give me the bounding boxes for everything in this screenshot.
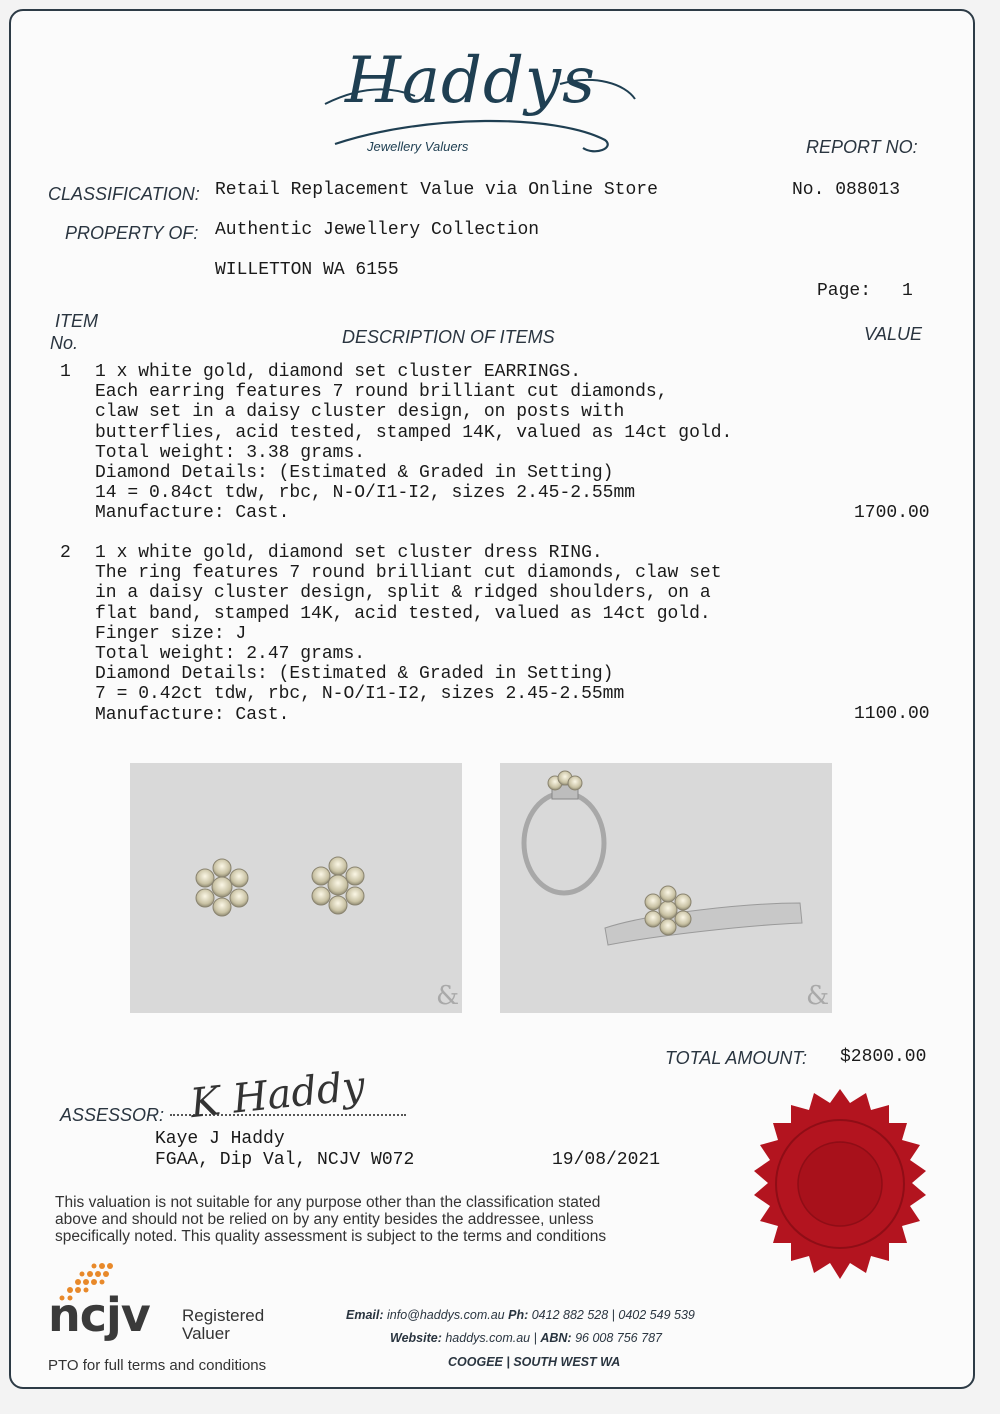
- description-line: Manufacture: Cast.: [95, 704, 290, 725]
- ncjv-wordmark: ncjv: [48, 1288, 150, 1342]
- description-line: 1 x white gold, diamond set cluster dress RING.: [95, 543, 603, 563]
- logo-tagline: Jewellery Valuers: [367, 139, 469, 154]
- description-column-header: DESCRIPTION OF ITEMS: [342, 327, 555, 347]
- item-value: 1100.00: [854, 704, 930, 724]
- description-line: 14 = 0.84ct tdw, rbc, N-O/I1-I2, sizes 2.45-2.55mm: [95, 483, 636, 504]
- description-line: Total weight: 3.38 grams.: [95, 442, 366, 463]
- item-column-header: ITEM: [55, 311, 98, 331]
- description-line: Total weight: 2.47 grams.: [95, 644, 366, 665]
- description-line: Each earring features 7 round brilliant cut diamonds,: [95, 382, 668, 403]
- contact-email-phone: [346, 1308, 695, 1322]
- classification-value: Retail Replacement Value via Online Store: [215, 180, 658, 200]
- assessor-signature: K Haddy: [188, 1062, 368, 1128]
- disclaimer: [55, 1194, 606, 1245]
- assessor-credentials: FGAA, Dip Val, NCJV W072: [155, 1150, 415, 1170]
- valuation-date: 19/08/2021: [552, 1150, 661, 1170]
- description-line: Manufacture: Cast.: [95, 503, 290, 524]
- item-no-header: No.: [50, 333, 79, 353]
- item-description: [95, 362, 732, 524]
- email-link[interactable]: info@haddys.com.au: [387, 1308, 505, 1322]
- description-line: Finger size: J: [95, 623, 247, 644]
- seal-icon: [740, 1085, 940, 1285]
- wax-seal: [740, 1085, 940, 1285]
- email-label: Email:: [346, 1308, 384, 1322]
- logo-wordmark: Haddys: [345, 44, 596, 118]
- description-line: claw set in a daisy cluster design, on posts with: [95, 402, 625, 423]
- photo-watermark: &: [436, 981, 460, 1011]
- ring-icon: [524, 771, 604, 893]
- item-number: 1: [60, 362, 71, 382]
- ring-photo: [500, 763, 832, 1013]
- description-line: The ring features 7 round brilliant cut diamonds, claw set: [95, 563, 722, 584]
- abn-number: 96 008 756 787: [575, 1331, 662, 1345]
- report-no-label: REPORT NO:: [806, 137, 918, 157]
- assessor-label: ASSESSOR:: [60, 1105, 165, 1125]
- abn-label: ABN:: [540, 1331, 572, 1345]
- contact-location: COOGEE | SOUTH WEST WA: [448, 1355, 621, 1369]
- ncjv-registered-valuer: [182, 1307, 264, 1343]
- pto-note: PTO for full terms and conditions: [48, 1357, 267, 1374]
- disclaimer-line: This valuation is not suitable for any purpose other than the classification stated: [55, 1194, 601, 1211]
- ncjv-line: Valuer: [182, 1324, 230, 1343]
- phone-label: Ph:: [508, 1308, 529, 1322]
- ncjv-line: Registered: [182, 1306, 265, 1325]
- total-amount-value: $2800.00: [840, 1047, 927, 1067]
- description-line: flat band, stamped 14K, acid tested, valued as 14ct gold.: [95, 603, 711, 624]
- item-description: [95, 543, 722, 725]
- description-line: Diamond Details: (Estimated & Graded in Setting): [95, 463, 614, 484]
- classification-label: CLASSIFICATION:: [48, 184, 200, 204]
- assessor-name: Kaye J Haddy: [155, 1129, 285, 1149]
- earrings-photo: [130, 763, 462, 1013]
- disclaimer-line: above and should not be relied on by any entity besides the addressee, unless: [55, 1211, 594, 1228]
- website-label: Website:: [390, 1331, 442, 1345]
- item-number: 2: [60, 543, 71, 563]
- total-amount-label: TOTAL AMOUNT:: [665, 1048, 808, 1068]
- description-line: 7 = 0.42ct tdw, rbc, N-O/I1-I2, sizes 2.45-2.55mm: [95, 684, 625, 705]
- photo-watermark: &: [806, 981, 830, 1011]
- description-line: butterflies, acid tested, stamped 14K, valued as 14ct gold.: [95, 422, 733, 443]
- earring-icon: [196, 859, 248, 916]
- ncjv-logo: [48, 1258, 288, 1348]
- item-value: 1700.00: [854, 503, 930, 523]
- property-address: WILLETTON WA 6155: [215, 260, 399, 280]
- description-line: in a daisy cluster design, split & ridged shoulders, on a: [95, 583, 711, 604]
- report-number: No. 088013: [792, 180, 901, 200]
- haddys-logo: [305, 44, 645, 164]
- description-line: Diamond Details: (Estimated & Graded in Setting): [95, 664, 614, 685]
- ring-icon: [605, 886, 802, 945]
- earring-icon: [312, 857, 364, 914]
- description-line: 1 x white gold, diamond set cluster EARRINGS.: [95, 362, 582, 382]
- value-column-header: VALUE: [864, 324, 923, 344]
- page-number: 1: [902, 281, 913, 301]
- phone-numbers: 0412 882 528 | 0402 549 539: [531, 1308, 695, 1322]
- property-label: PROPERTY OF:: [65, 223, 199, 243]
- website-link[interactable]: haddys.com.au: [445, 1331, 531, 1345]
- disclaimer-line: specifically noted. This quality assessment is subject to the terms and conditions: [55, 1228, 607, 1245]
- property-owner: Authentic Jewellery Collection: [215, 220, 540, 240]
- contact-website-abn: Website: haddys.com.au | ABN: 96 008 756 787: [390, 1331, 662, 1345]
- page-label: Page:: [817, 281, 872, 301]
